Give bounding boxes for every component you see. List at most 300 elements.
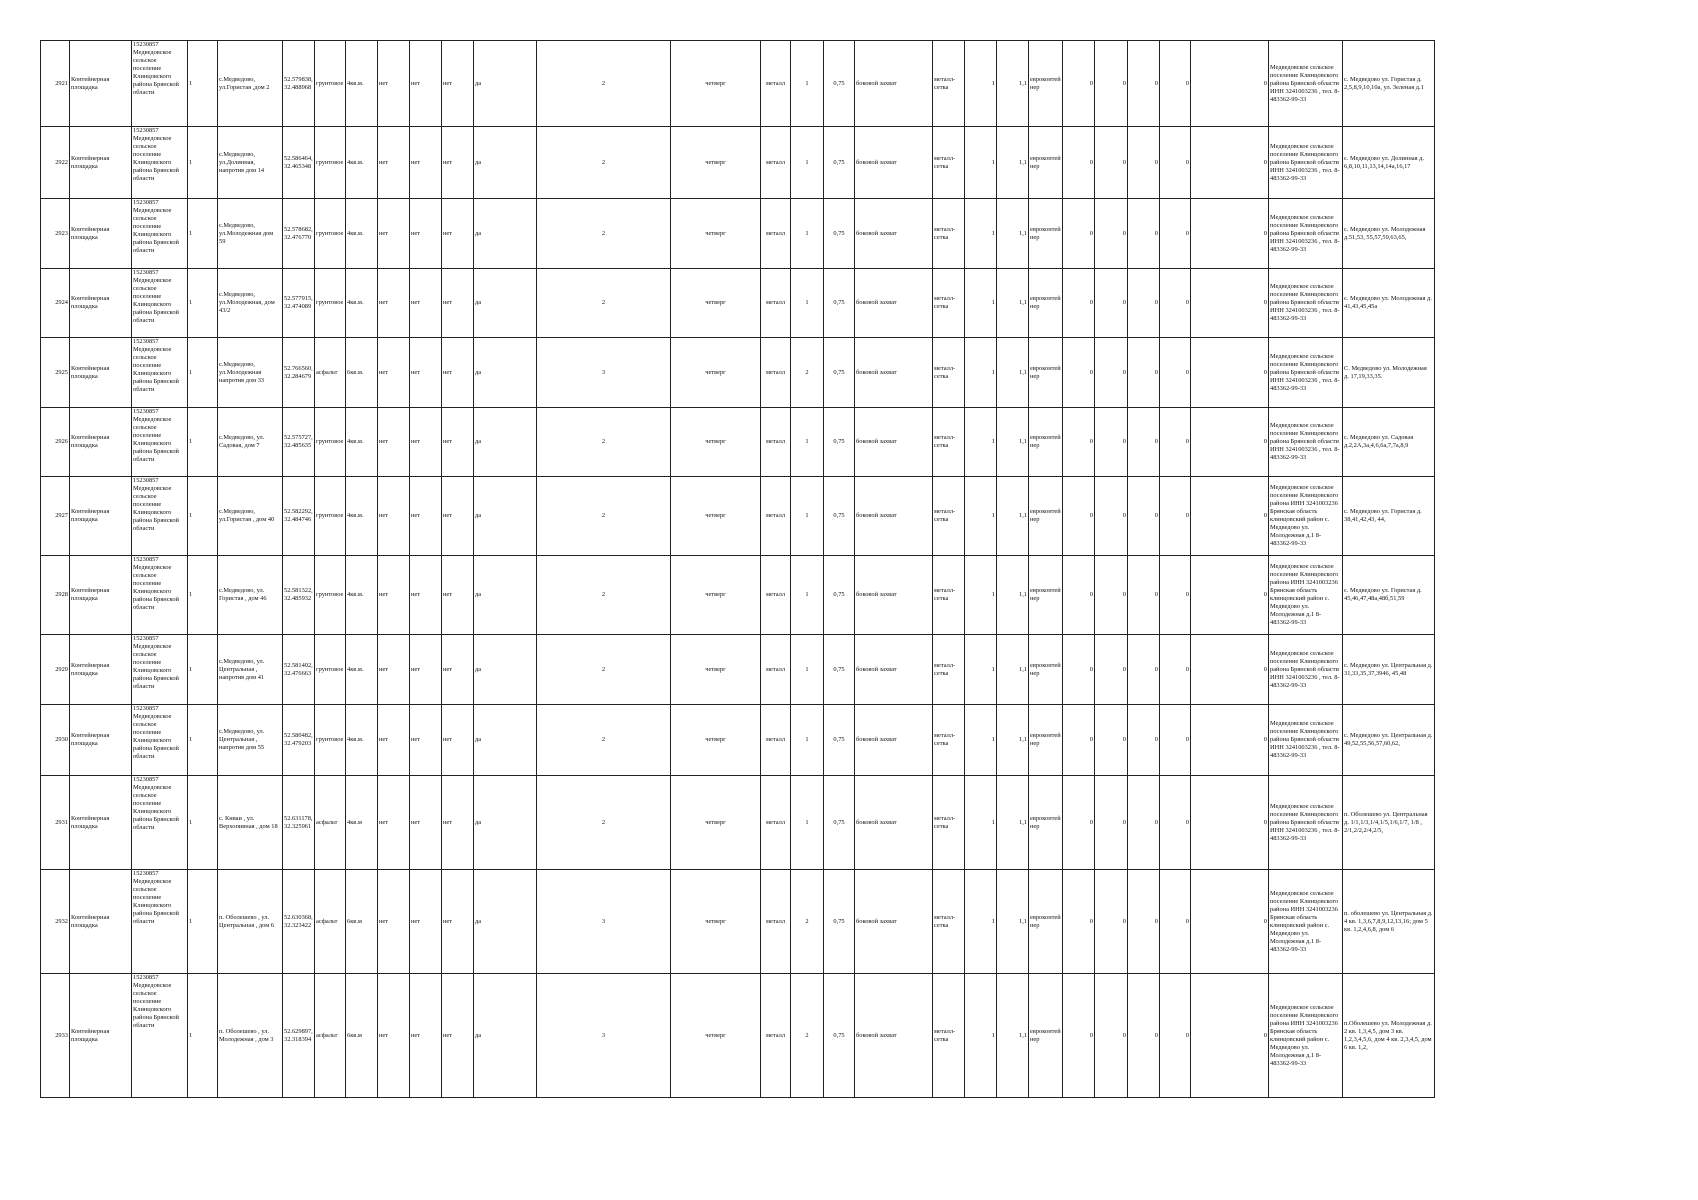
cell-text-vol: 0,75 bbox=[833, 299, 845, 306]
cell-served bbox=[1343, 127, 1435, 199]
cell-z1 bbox=[1063, 776, 1095, 870]
cell-c1 bbox=[965, 870, 997, 974]
cell-text-owner: Медведовское сельское поселение Клинцовского района ИНН 3241003236 Брянская область клинцовский район с. Медведово ул. Молодежная д.1 8-483362-99-33 bbox=[1270, 1003, 1339, 1067]
cell-cnt bbox=[791, 127, 824, 199]
cell-text-coords: 52.579838, 32.488968 bbox=[284, 75, 313, 91]
cell-text-cnt: 1 bbox=[805, 818, 809, 826]
cell-org bbox=[132, 776, 188, 870]
cell-n1 bbox=[378, 870, 410, 974]
cell-served bbox=[1343, 870, 1435, 974]
cell-load bbox=[855, 776, 933, 870]
cell-z4 bbox=[1160, 776, 1191, 870]
cell-text-count: 2 bbox=[601, 818, 606, 826]
cell-text-yes: да bbox=[475, 591, 482, 598]
cell-text-flag: 1 bbox=[189, 299, 193, 306]
cell-text-z1: 0 bbox=[1089, 299, 1093, 306]
cell-text-c2: 1,1 bbox=[1019, 79, 1027, 87]
cell-text-coords: 52.631178, 32.325961 bbox=[284, 814, 313, 830]
cell-text-z4: 0 bbox=[1185, 158, 1189, 166]
cell-text-z3: 0 bbox=[1154, 1031, 1158, 1039]
cell-text-count: 3 bbox=[601, 917, 606, 925]
cell-c3 bbox=[1029, 776, 1063, 870]
cell-text-load: боковой захват bbox=[856, 158, 897, 166]
cell-day bbox=[671, 974, 761, 1098]
cell-z4 bbox=[1160, 41, 1191, 127]
cell-text-num: 2927 bbox=[55, 512, 68, 519]
cell-text-flag: 1 bbox=[189, 79, 193, 87]
cell-yes bbox=[474, 41, 537, 127]
cell-text-z4: 0 bbox=[1185, 665, 1189, 673]
cell-z3 bbox=[1128, 269, 1160, 338]
cell-vol bbox=[824, 635, 855, 705]
cell-text-count: 2 bbox=[601, 299, 606, 306]
cell-text-vol: 0,75 bbox=[833, 79, 845, 87]
cell-text-c2: 1,1 bbox=[1019, 818, 1027, 826]
cell-text-type: Контейнерная площадка bbox=[71, 1027, 110, 1043]
cell-text-c3: евроконтейнер bbox=[1030, 661, 1061, 677]
cell-z1 bbox=[1063, 127, 1095, 199]
cell-text-z5: 0 bbox=[1263, 1031, 1267, 1039]
cell-text-coords: 52.629897, 32.318394 bbox=[284, 1027, 313, 1043]
cell-text-served: п. Оболешево ул. Центральная д. 1/1,1/3,1/4,1/5,1/6,1/7, 1/8 , 2/1,2/2,2/4,2/5, bbox=[1344, 810, 1428, 834]
cell-z3 bbox=[1128, 477, 1160, 556]
cell-text-count: 2 bbox=[601, 736, 606, 743]
cell-org bbox=[132, 338, 188, 408]
cell-text-day: четверг bbox=[705, 917, 726, 925]
cell-vol bbox=[824, 269, 855, 338]
cell-count bbox=[537, 199, 671, 269]
cell-z1 bbox=[1063, 269, 1095, 338]
cell-surface bbox=[315, 269, 346, 338]
cell-text-c1: 1 bbox=[991, 818, 995, 826]
cell-address bbox=[218, 477, 283, 556]
cell-text-address: с.Медведово, ул.Молодежная, дом 43/2 bbox=[219, 291, 275, 314]
cell-vol bbox=[824, 974, 855, 1098]
cell-material bbox=[761, 870, 791, 974]
cell-text-type: Контейнерная площадка bbox=[71, 814, 110, 830]
cell-yes bbox=[474, 556, 537, 635]
cell-text-z3: 0 bbox=[1154, 229, 1158, 237]
cell-text-coords: 52.581322, 32.485932 bbox=[284, 587, 313, 602]
cell-text-z4: 0 bbox=[1185, 368, 1189, 376]
cell-vol bbox=[824, 477, 855, 556]
cell-text-n2: нет bbox=[411, 1031, 421, 1039]
cell-flag bbox=[188, 408, 218, 477]
cell-text-owner: Медведовское сельское поселение Клинцовского района ИНН 3241003236 Брянская область клинцовский район с. Медведово ул. Молодежная д.1 8-483362-99-33 bbox=[1270, 563, 1339, 626]
cell-text-surface: грунтовое bbox=[316, 512, 344, 519]
cell-text-load: боковой захват bbox=[856, 665, 897, 673]
cell-z1 bbox=[1063, 974, 1095, 1098]
cell-coords bbox=[283, 199, 315, 269]
cell-z1 bbox=[1063, 408, 1095, 477]
cell-z2 bbox=[1095, 974, 1128, 1098]
cell-flag bbox=[188, 776, 218, 870]
cell-num bbox=[41, 477, 70, 556]
cell-load bbox=[855, 41, 933, 127]
cell-fence bbox=[933, 974, 965, 1098]
cell-text-vol: 0,75 bbox=[833, 229, 845, 237]
cell-coords bbox=[283, 269, 315, 338]
cell-text-served: с. Медведово ул. Центральная д. 49,52,55,56,57,60,62, bbox=[1344, 732, 1433, 747]
cell-day bbox=[671, 776, 761, 870]
cell-text-z2: 0 bbox=[1122, 917, 1126, 925]
cell-surface bbox=[315, 870, 346, 974]
cell-text-flag: 1 bbox=[189, 818, 193, 826]
cell-z4 bbox=[1160, 705, 1191, 776]
cell-text-z4: 0 bbox=[1185, 818, 1189, 826]
cell-text-area: 6кв.м. bbox=[347, 368, 364, 376]
cell-text-count: 2 bbox=[601, 79, 606, 87]
cell-text-z2: 0 bbox=[1122, 818, 1126, 826]
cell-text-owner: Медведовское сельское поселение Клинцовского района Брянской области ИНН 3241003236 , тел. 8-483362-99-33 bbox=[1270, 283, 1340, 322]
cell-owner bbox=[1269, 127, 1343, 199]
cell-c1 bbox=[965, 269, 997, 338]
cell-text-served: с. Медведово ул. Гористая д. 2,5,8,9,10,10а, ул. Зеленая д.1 bbox=[1344, 75, 1424, 91]
cell-text-owner: Медведовское сельское поселение Клинцовского района Брянской области ИНН 3241003236 , тел. 8-483362-99-33 bbox=[1270, 63, 1340, 103]
cell-fence bbox=[933, 199, 965, 269]
cell-text-c1: 1 bbox=[991, 512, 995, 519]
cell-text-cnt: 1 bbox=[805, 79, 809, 87]
cell-text-yes: да bbox=[475, 512, 482, 519]
cell-area bbox=[346, 870, 378, 974]
cell-text-flag: 1 bbox=[189, 438, 193, 445]
cell-text-owner: Медведовское сельское поселение Клинцовского района Брянской области ИНН 3241003236 , тел. 8-483362-99-33 bbox=[1270, 802, 1340, 842]
cell-text-n1: нет bbox=[379, 1031, 389, 1039]
cell-num bbox=[41, 776, 70, 870]
cell-text-c1: 1 bbox=[991, 299, 995, 306]
cell-text-cnt: 1 bbox=[805, 438, 809, 445]
cell-day bbox=[671, 408, 761, 477]
cell-c1 bbox=[965, 635, 997, 705]
cell-count bbox=[537, 269, 671, 338]
cell-n2 bbox=[410, 269, 442, 338]
cell-text-address: с.Медведово, ул.Молодежная напротив дом 33 bbox=[219, 360, 265, 384]
cell-num bbox=[41, 338, 70, 408]
cell-c1 bbox=[965, 338, 997, 408]
cell-z5 bbox=[1191, 408, 1269, 477]
table-row bbox=[41, 127, 1435, 199]
table-body bbox=[41, 41, 1435, 1098]
cell-text-fence: металл-сетка bbox=[934, 1027, 956, 1043]
cell-yes bbox=[474, 127, 537, 199]
cell-c2 bbox=[997, 199, 1029, 269]
cell-text-num: 2923 bbox=[55, 229, 68, 237]
cell-org bbox=[132, 870, 188, 974]
cell-text-coords: 52.630368, 32.323422 bbox=[284, 913, 313, 929]
cell-text-z2: 0 bbox=[1122, 438, 1126, 445]
cell-text-cnt: 1 bbox=[805, 229, 809, 237]
cell-text-coords: 52.581402, 32.476663 bbox=[284, 661, 313, 677]
cell-surface bbox=[315, 776, 346, 870]
cell-type bbox=[70, 974, 132, 1098]
cell-c2 bbox=[997, 269, 1029, 338]
cell-text-n2: нет bbox=[411, 917, 421, 925]
cell-z2 bbox=[1095, 705, 1128, 776]
cell-text-owner: Медведовское сельское поселение Клинцовского района Брянской области ИНН 3241003236 , тел. 8-483362-99-33 bbox=[1270, 649, 1340, 689]
cell-c3 bbox=[1029, 870, 1063, 974]
table-row bbox=[41, 477, 1435, 556]
cell-area bbox=[346, 705, 378, 776]
cell-text-yes: да bbox=[475, 299, 482, 306]
cell-text-c1: 1 bbox=[991, 665, 995, 673]
cell-text-n1: нет bbox=[379, 368, 389, 376]
cell-text-load: боковой захват bbox=[856, 1031, 897, 1039]
cell-cnt bbox=[791, 870, 824, 974]
cell-address bbox=[218, 408, 283, 477]
cell-text-z1: 0 bbox=[1089, 736, 1093, 743]
cell-coords bbox=[283, 556, 315, 635]
cell-load bbox=[855, 870, 933, 974]
cell-text-material: металл bbox=[765, 368, 786, 376]
cell-n1 bbox=[378, 635, 410, 705]
cell-day bbox=[671, 269, 761, 338]
table-row bbox=[41, 705, 1435, 776]
cell-c2 bbox=[997, 974, 1029, 1098]
cell-c1 bbox=[965, 477, 997, 556]
cell-text-yes: да bbox=[475, 438, 482, 445]
cell-org bbox=[132, 408, 188, 477]
cell-n3 bbox=[442, 556, 474, 635]
cell-text-fence: металл-сетка bbox=[934, 434, 956, 449]
cell-text-n2: нет bbox=[411, 79, 421, 87]
cell-surface bbox=[315, 408, 346, 477]
cell-text-num: 2931 bbox=[55, 818, 68, 826]
cell-z1 bbox=[1063, 477, 1095, 556]
cell-text-z3: 0 bbox=[1154, 736, 1158, 743]
cell-served bbox=[1343, 41, 1435, 127]
cell-num bbox=[41, 199, 70, 269]
cell-text-count: 2 bbox=[601, 591, 606, 598]
cell-material bbox=[761, 269, 791, 338]
cell-text-n2: нет bbox=[411, 818, 421, 826]
cell-material bbox=[761, 556, 791, 635]
cell-z2 bbox=[1095, 199, 1128, 269]
cell-text-n1: нет bbox=[379, 438, 389, 445]
cell-text-z4: 0 bbox=[1185, 917, 1189, 925]
cell-text-z5: 0 bbox=[1263, 79, 1267, 87]
cell-type bbox=[70, 41, 132, 127]
cell-text-yes: да bbox=[475, 229, 482, 237]
cell-text-address: с.Медведово, ул.Молодежная дом 59 bbox=[219, 221, 274, 245]
cell-text-area: 4кв.м. bbox=[347, 158, 364, 166]
cell-text-org: 15230857 Медведовское сельское поселение Клинцовского района Брянской области bbox=[133, 776, 179, 831]
cell-z1 bbox=[1063, 556, 1095, 635]
cell-n3 bbox=[442, 705, 474, 776]
cell-address bbox=[218, 974, 283, 1098]
cell-text-material: металл bbox=[765, 438, 786, 445]
cell-text-n1: нет bbox=[379, 229, 389, 237]
cell-z5 bbox=[1191, 776, 1269, 870]
cell-n1 bbox=[378, 199, 410, 269]
cell-fence bbox=[933, 477, 965, 556]
cell-served bbox=[1343, 635, 1435, 705]
cell-org bbox=[132, 705, 188, 776]
cell-text-z4: 0 bbox=[1185, 1031, 1189, 1039]
cell-text-c2: 1,1 bbox=[1019, 229, 1027, 237]
cell-text-c2: 1,1 bbox=[1019, 512, 1027, 519]
cell-text-served: с. Медведово ул. Садовая д.2,2А,3а,4,6,6а,7,7а,8,9 bbox=[1344, 434, 1414, 449]
cell-org bbox=[132, 41, 188, 127]
cell-text-yes: да bbox=[475, 79, 482, 87]
cell-cnt bbox=[791, 477, 824, 556]
cell-text-load: боковой захват bbox=[856, 299, 897, 306]
cell-text-area: 4кв.м. bbox=[347, 591, 364, 598]
cell-text-z5: 0 bbox=[1263, 299, 1267, 306]
cell-vol bbox=[824, 705, 855, 776]
cell-coords bbox=[283, 41, 315, 127]
cell-text-c3: евроконтейнер bbox=[1030, 295, 1061, 310]
cell-area bbox=[346, 556, 378, 635]
cell-text-z3: 0 bbox=[1154, 917, 1158, 925]
cell-coords bbox=[283, 635, 315, 705]
cell-surface bbox=[315, 338, 346, 408]
cell-coords bbox=[283, 408, 315, 477]
cell-fence bbox=[933, 269, 965, 338]
cell-text-z2: 0 bbox=[1122, 665, 1126, 673]
cell-org bbox=[132, 127, 188, 199]
cell-address bbox=[218, 705, 283, 776]
cell-text-z5: 0 bbox=[1263, 512, 1267, 519]
cell-surface bbox=[315, 127, 346, 199]
cell-n1 bbox=[378, 477, 410, 556]
cell-text-coords: 52.582292, 32.484746 bbox=[284, 508, 313, 523]
cell-text-address: с.Медведово, ул. Садовая, дом 7 bbox=[219, 434, 265, 449]
cell-text-material: металл bbox=[765, 591, 786, 598]
cell-z5 bbox=[1191, 705, 1269, 776]
cell-text-n3: нет bbox=[443, 229, 453, 237]
cell-owner bbox=[1269, 556, 1343, 635]
cell-text-surface: грунтовое bbox=[316, 591, 344, 598]
cell-text-flag: 1 bbox=[189, 591, 193, 598]
cell-c2 bbox=[997, 338, 1029, 408]
cell-z5 bbox=[1191, 635, 1269, 705]
cell-text-address: с.Медведово, ул. Центральная , напротив дом 41 bbox=[219, 657, 265, 681]
cell-n3 bbox=[442, 974, 474, 1098]
cell-z2 bbox=[1095, 635, 1128, 705]
cell-z4 bbox=[1160, 556, 1191, 635]
cell-n1 bbox=[378, 974, 410, 1098]
cell-text-vol: 0,75 bbox=[833, 736, 845, 743]
cell-text-c3: евроконтейнер bbox=[1030, 75, 1061, 91]
cell-text-material: металл bbox=[765, 299, 786, 306]
cell-text-area: 6кв.м bbox=[347, 917, 362, 925]
cell-text-flag: 1 bbox=[189, 736, 193, 743]
cell-n2 bbox=[410, 705, 442, 776]
cell-c2 bbox=[997, 870, 1029, 974]
cell-material bbox=[761, 338, 791, 408]
cell-text-z3: 0 bbox=[1154, 158, 1158, 166]
cell-c2 bbox=[997, 556, 1029, 635]
cell-load bbox=[855, 705, 933, 776]
cell-text-fence: металл-сетка bbox=[934, 225, 956, 241]
cell-text-z1: 0 bbox=[1089, 591, 1093, 598]
cell-n2 bbox=[410, 338, 442, 408]
cell-text-n1: нет bbox=[379, 158, 389, 166]
cell-cnt bbox=[791, 41, 824, 127]
cell-surface bbox=[315, 477, 346, 556]
cell-text-day: четверг bbox=[705, 438, 726, 445]
cell-text-c2: 1,1 bbox=[1019, 736, 1027, 743]
cell-text-n3: нет bbox=[443, 158, 453, 166]
cell-load bbox=[855, 269, 933, 338]
cell-type bbox=[70, 408, 132, 477]
cell-n1 bbox=[378, 776, 410, 870]
cell-text-org: 15230857 Медведовское сельское поселение Клинцовского района Брянской области bbox=[133, 870, 179, 925]
cell-text-z1: 0 bbox=[1089, 79, 1093, 87]
cell-address bbox=[218, 338, 283, 408]
cell-text-type: Контейнерная площадка bbox=[71, 587, 110, 602]
cell-org bbox=[132, 199, 188, 269]
cell-count bbox=[537, 974, 671, 1098]
cell-text-cnt: 1 bbox=[805, 299, 809, 306]
cell-count bbox=[537, 408, 671, 477]
cell-text-owner: Медведовское сельское поселение Клинцовского района Брянской области ИНН 3241003236 , тел. 8-483362-99-33 bbox=[1270, 352, 1340, 392]
cell-fence bbox=[933, 776, 965, 870]
cell-text-z5: 0 bbox=[1263, 591, 1267, 598]
cell-text-area: 4кв.м. bbox=[347, 229, 364, 237]
cell-org bbox=[132, 269, 188, 338]
cell-type bbox=[70, 635, 132, 705]
cell-cnt bbox=[791, 408, 824, 477]
cell-type bbox=[70, 776, 132, 870]
cell-c2 bbox=[997, 477, 1029, 556]
cell-day bbox=[671, 705, 761, 776]
cell-text-c2: 1,1 bbox=[1019, 368, 1027, 376]
cell-c3 bbox=[1029, 705, 1063, 776]
cell-flag bbox=[188, 477, 218, 556]
cell-text-z1: 0 bbox=[1089, 158, 1093, 166]
cell-text-served: С. Медведово ул. Молодежная д. 17,19,33,35. bbox=[1344, 364, 1427, 380]
cell-cnt bbox=[791, 269, 824, 338]
cell-text-n2: нет bbox=[411, 438, 421, 445]
cell-text-num: 2924 bbox=[55, 299, 68, 306]
cell-text-owner: Медведовское сельское поселение Клинцовского района ИНН 3241003236 Брянская область клинцовский район с. Медведово ул. Молодежная д.1 8-483362-99-33 bbox=[1270, 484, 1339, 547]
cell-text-day: четверг bbox=[705, 818, 726, 826]
cell-n1 bbox=[378, 41, 410, 127]
cell-z3 bbox=[1128, 338, 1160, 408]
cell-text-org: 15230857 Медведовское сельское поселение Клинцовского района Брянской области bbox=[133, 269, 179, 324]
cell-text-count: 2 bbox=[601, 665, 606, 673]
cell-load bbox=[855, 477, 933, 556]
cell-text-z5: 0 bbox=[1263, 736, 1267, 743]
cell-text-c2: 1,1 bbox=[1019, 917, 1027, 925]
cell-n1 bbox=[378, 705, 410, 776]
cell-text-served: п.Оболешево ул. Молодежная д. 2 кв. 1,3,4,5, дом 3 кв. 1,2,3,4,5,6, дом 4 кв. 2,3,4,5, дом 6 кв. 1,2, bbox=[1344, 1019, 1432, 1051]
cell-text-org: 15230857 Медведовское сельское поселение Клинцовского района Брянской области bbox=[133, 199, 179, 254]
cell-address bbox=[218, 41, 283, 127]
cell-c3 bbox=[1029, 556, 1063, 635]
cell-text-load: боковой захват bbox=[856, 736, 897, 743]
cell-text-surface: асфальт bbox=[316, 1031, 338, 1039]
cell-count bbox=[537, 127, 671, 199]
table-row bbox=[41, 269, 1435, 338]
cell-text-c1: 1 bbox=[991, 438, 995, 445]
cell-text-flag: 1 bbox=[189, 368, 193, 376]
cell-area bbox=[346, 199, 378, 269]
cell-text-surface: асфальт bbox=[316, 818, 338, 826]
cell-text-owner: Медведовское сельское поселение Клинцовского района Брянской области ИНН 3241003236 , тел. 8-483362-99-33 bbox=[1270, 720, 1340, 759]
cell-flag bbox=[188, 199, 218, 269]
cell-text-c2: 1,1 bbox=[1019, 665, 1027, 673]
cell-type bbox=[70, 269, 132, 338]
cell-z5 bbox=[1191, 199, 1269, 269]
cell-c3 bbox=[1029, 41, 1063, 127]
cell-text-c3: евроконтейнер bbox=[1030, 814, 1061, 830]
cell-fence bbox=[933, 127, 965, 199]
cell-text-day: четверг bbox=[705, 736, 726, 743]
cell-text-z3: 0 bbox=[1154, 79, 1158, 87]
cell-c1 bbox=[965, 127, 997, 199]
